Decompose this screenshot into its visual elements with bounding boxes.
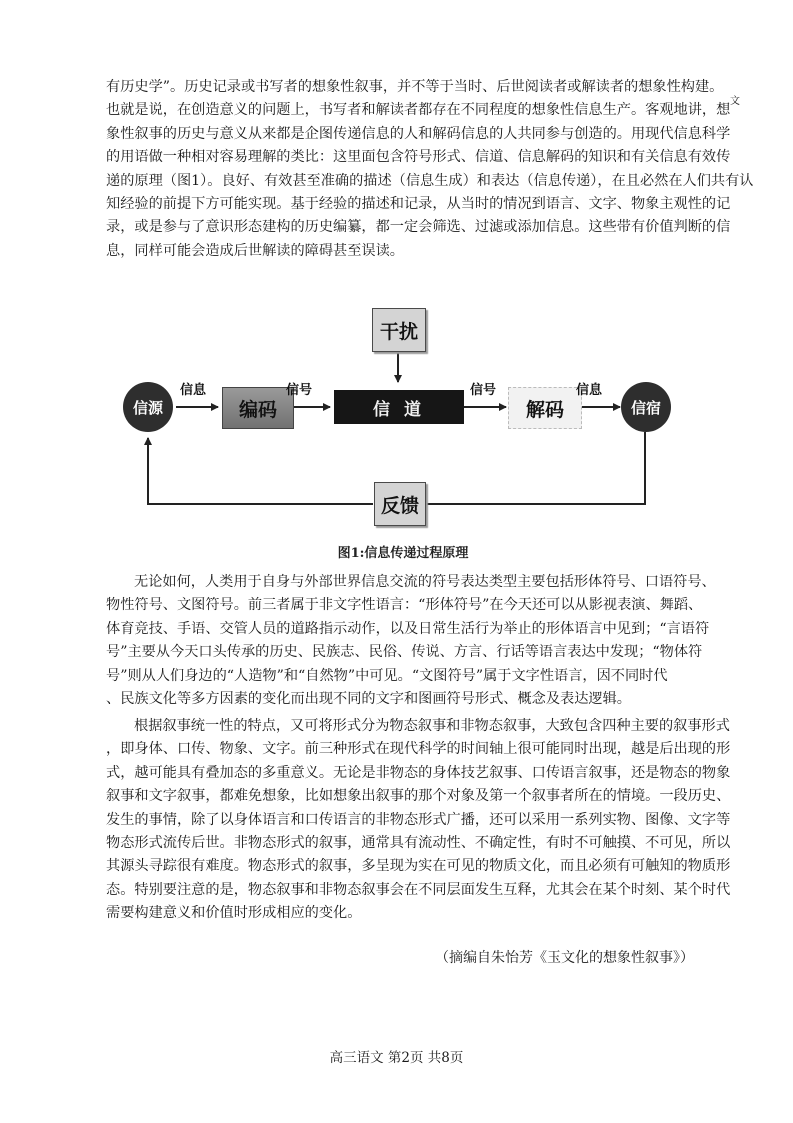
arrow-feedback-to-source (148, 438, 373, 504)
page-footer: 高三语文 第2页 共8页 (329, 1050, 464, 1066)
figure-1-information-flow-diagram (118, 292, 688, 567)
text-line: 态。特别要注意的是，物态叙事和非物态叙事会在不同层面发生互释，尤其会在某个时刻、某个时代 (106, 881, 731, 898)
label-decoder-to-sink: 信息 (576, 383, 603, 398)
text-line: 录，或是参与了意识形态建构的历史编纂，都一定会筛选、过滤或添加信息。这些带有价值判断的信 (106, 219, 731, 236)
margin-note: 文 (730, 96, 740, 107)
text-line: 式，越可能具有叠加态的多重意义。无论是非物态的身体技艺叙事、口传语言叙事，还是物态的物象 (106, 764, 731, 781)
text-line: 有历史学”。历史记录或书写者的想象性叙事，并不等于当时、后世阅读者或解读者的想象性构建。 (106, 79, 724, 95)
node-encoder: 编码 (222, 387, 294, 429)
label-encoder-to-channel: 信号 (286, 383, 313, 398)
text-line: 、民族文化等多方因素的变化而出现不同的文字和图画符号形式、概念及表达逻辑。 (106, 691, 631, 708)
node-channel: 信 道 (334, 390, 464, 424)
label-channel-to-decoder: 信号 (470, 383, 497, 398)
node-feedback: 反馈 (374, 482, 426, 526)
label-source-to-encoder: 信息 (180, 383, 207, 398)
text-line: 的用语做一种相对容易理解的类比：这里面包含符号形式、信道、信息解码的知识和有关信息有效传 (106, 149, 731, 166)
figure-caption: 图1:信息传递过程原理 (337, 546, 469, 561)
text-line: 知经验的前提下方可能实现。基于经验的描述和记录，从当时的情况到语言、文字、物象主观性的记 (106, 196, 731, 213)
text-line: 象性叙事的历史与意义从来都是企图传递信息的人和解码信息的人共同参与创造的。用现代信息科学 (106, 125, 731, 142)
text-line: 其源头寻踪很有难度。物态形式的叙事，多呈现为实在可见的物质文化，而且必须有可触知的物质形 (106, 858, 731, 875)
source-citation: （摘编自朱怡芳《玉文化的想象性叙事》） (435, 950, 694, 966)
text-line: 递的原理（图1）。良好、有效甚至准确的描述（信息生成）和表达（信息传递），在且必然在人们共有认 (106, 172, 754, 189)
text-line: 需要构建意义和价值时形成相应的变化。 (106, 905, 362, 922)
text-line: 也就是说，在创造意义的问题上，书写者和解读者都存在不同程度的想象性信息生产。客观地讲，想 (106, 102, 731, 119)
text-line: 体育竞技、手语、交管人员的道路指示动作，以及日常生活行为举止的形体语言中见到；“言语符 (106, 620, 710, 637)
text-line: 发生的事情，除了以身体语言和口传语言的非物态形式广播，还可以采用一系列实物、图像、文字等 (106, 811, 731, 828)
text-line: 根据叙事统一性的特点，又可将形式分为物态叙事和非物态叙事，大致包含四种主要的叙事形式 (134, 718, 730, 734)
text-line: 无论如何，人类用于自身与外部世界信息交流的符号表达类型主要包括形体符号、口语符号、 (134, 574, 716, 590)
paragraph-3 (106, 715, 731, 926)
text-line: 叙事和文字叙事，都难免想象，比如想象出叙事的那个对象及第一个叙事者所在的情境。一段历史、 (106, 788, 731, 805)
arrow-sink-to-feedback (423, 432, 645, 504)
text-line: 物态形式流传后世。非物态形式的叙事，通常具有流动性、不确定性，有时不可触摸、不可见，所以 (106, 835, 731, 852)
text-line: 息，同样可能会造成后世解读的障碍甚至误读。 (106, 242, 404, 259)
text-line: 物性符号、文图符号。前三者属于非文字性语言：“形体符号”在今天还可以从影视表演、舞蹈、 (106, 597, 703, 614)
node-source: 信源 (123, 382, 173, 432)
paragraph-2 (106, 571, 716, 711)
text-line: 号”则从人们身边的“人造物”和“自然物”中可见。“文图符号”属于文字性语言，因不同时代 (106, 667, 668, 684)
text-line: 号”主要从今天口头传承的历史、民族志、民俗、传说、方言、行话等语言表达中发现；“物体符 (106, 644, 703, 661)
node-noise: 干扰 (372, 308, 426, 352)
node-decoder: 解码 (508, 387, 582, 429)
paragraph-1 (106, 76, 754, 263)
text-line: ，即身体、口传、物象、文字。前三种形式在现代科学的时间轴上很可能同时出现，越是后出现的形 (106, 741, 731, 758)
node-sink: 信宿 (621, 382, 671, 432)
